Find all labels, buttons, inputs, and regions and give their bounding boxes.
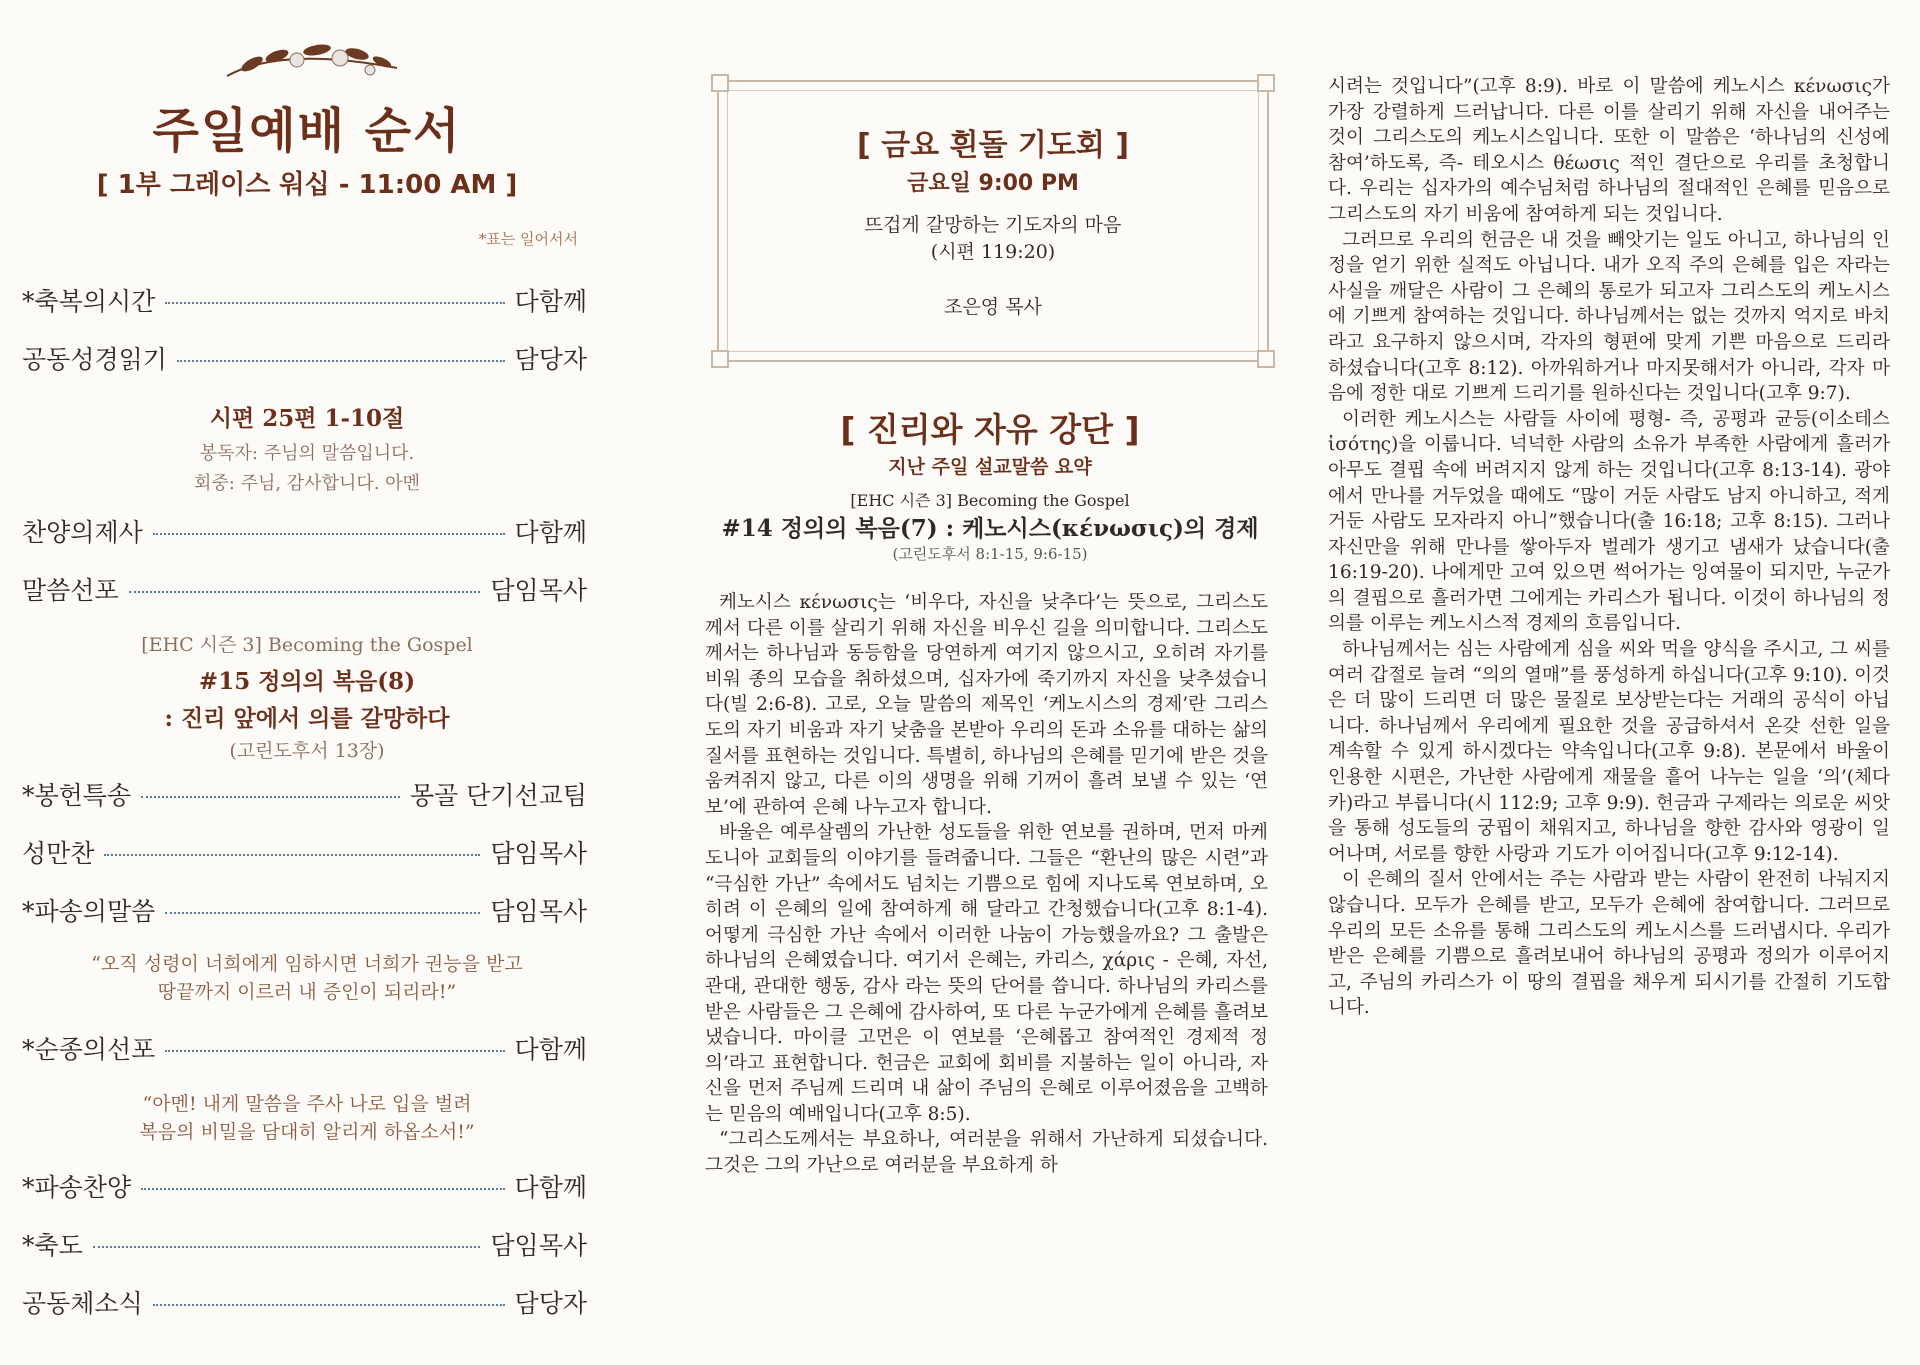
reading-reader-line: 봉독자: 주님의 말씀입니다. [199, 443, 415, 464]
order-item-name: *봉헌특송 [22, 781, 132, 810]
dot-leader [165, 302, 504, 304]
prayer-theme-block [719, 212, 1267, 266]
dot-leader [129, 591, 481, 593]
order-item-leader: 담당자 [514, 345, 587, 374]
order-item-name: *축복의시간 [22, 287, 156, 316]
frame-corner [1257, 350, 1275, 368]
dot-leader [104, 854, 480, 856]
reading-block [22, 400, 592, 495]
order-item-name: 공동성경읽기 [22, 345, 167, 374]
lecture-subtitle: 지난 주일 설교말씀 요약 [888, 456, 1092, 478]
sermon-block [22, 630, 592, 763]
prayer-leader: 조은영 목사 [944, 296, 1042, 318]
order-item-name: 공동체소식 [22, 1289, 143, 1318]
lecture-sermon-title: #14 정의의 복음(7) : 케노시스(κένωσις)의 경제 [721, 515, 1259, 542]
frame-corner [1257, 74, 1275, 92]
declaration-line: 복음의 비밀을 담대히 알리게 하옵소서!” [139, 1121, 475, 1143]
dot-leader [141, 1188, 504, 1190]
summary-paragraph: 바울은 예루살렘의 가난한 성도들을 위한 연보를 권하며, 먼저 마케도니아 교회들의 이야기를 들려줍니다. 그들은 “환난의 많은 시련”과 “극심한 가난” 속에서도 넘치는 기쁨으로 힘에 지나도록 연보하며, 오히려 이 은혜의 일에 참여하게 해 달라고 간청했습니다(고후 8:1-4). 어떻게 극심한 가난 속에서 이러한 나눔이 가능했을까요? 그 출발은 하나님의 은혜였습니다. 여기서 은혜는, 카리스, χάρις - 은혜, 자선, 관대, 관대한 행동, 감사 라는 뜻의 단어를 씁니다. 하나님의 카리스를 받은 사람들은 그 은혜에 감사하여, 또 다른 누군가에게 은혜를 흘려보냈습니다. 마이클 고먼은 이 연보를 ‘은혜롭고 참여적인 경제적 정의’라고 표현합니다. 헌금은 교회에 회비를 지불하는 일이 아니라, 자신을 먼저 주님께 드리며 내 삶이 주님의 은혜로 이루어졌음을 고백하는 믿음의 예배입니다(고후 8:5). [705, 822, 1268, 1125]
order-item-name: 말씀선포 [22, 576, 119, 605]
page-title: 주일예배 순서 [152, 103, 462, 159]
standing-note: *표는 일어서서 [478, 230, 578, 248]
reading-passage: 시편 25편 1-10절 [209, 405, 405, 432]
order-item-leader: 다함께 [514, 287, 587, 316]
order-item [22, 892, 587, 928]
declaration-line: “아멘! 내게 말씀을 주사 나로 입을 벌려 [142, 1093, 472, 1115]
order-item-name: 성만찬 [22, 839, 95, 868]
order-item-leader: 다함께 [514, 518, 587, 547]
summary-paragraph: 하나님께서는 심는 사람에게 심을 씨와 먹을 양식을 주시고, 그 씨를 여러 갑절로 늘려 “의의 열매”를 풍성하게 하십니다(고후 9:10). 이것은 더 많이 드리면 더 많은 물질로 보상받는다는 거래의 공식이 아닙니다. 하나님께서 우리에게 필요한 것을 공급하셔서 온갖 선한 일을 계속할 수 있게 하시겠다는 약속입니다(고후 9:8). 본문에서 바울이 인용한 시편은, 가난한 사람에게 재물을 흩어 나누는 일을 ‘의’(체다카)라고 부릅니다(시 112:9; 고후 9:9). 헌금과 구제라는 의로운 씨앗을 통해 성도들의 궁핍이 채워지고, 하나님을 향한 감사와 영광이 일어나며, 서로를 향한 사랑과 기도가 이어집니다(고후 9:12-14). [1328, 639, 1890, 865]
dot-leader [141, 796, 400, 798]
sermon-summary-continued [1328, 74, 1890, 1021]
sermon-text: (고린도후서 13장) [229, 740, 385, 762]
order-item [22, 340, 587, 376]
order-item [22, 571, 587, 607]
service-subtitle: [ 1부 그레이스 워십 - 11:00 AM ] [96, 170, 518, 200]
order-item [22, 1226, 587, 1262]
sermon-title: #15 정의의 복음(8) [198, 668, 416, 695]
dot-leader [93, 1246, 481, 1248]
summary-paragraph: 이러한 케노시스는 사람들 사이에 평형- 즉, 공평과 균등(이소테스 ἰσότης)을 이룹니다. 넉넉한 사람의 소유가 부족한 사람에게 흘러가 아무도 결핍 속에 버려지지 않게 하는 것입니다(고후 8:13-14). 광야에서 만나를 거두었을 때에도 “많이 거둔 사람도 남지 아니하고, 적게 거둔 사람도 모자라지 아니”했습니다(출 16:18; 고후 8:15). 그러나 자신만을 위해 만나를 쌓아두자 벌레가 생기고 냄새가 났습니다(출 16:19-20). 나에게만 고여 있으면 썩어가는 잉여물이 되지만, 누군가의 결핍으로 흘러가면 그에게는 카리스가 됩니다. 이것이 하나님의 정의를 이루는 케노시스적 경제의 흐름입니다. [1328, 408, 1890, 635]
summary-paragraph: 시려는 것입니다”(고후 8:9). 바로 이 말씀에 케노시스 κένωσις가 가장 강렬하게 드러납니다. 다른 이를 살리기 위해 자신을 내어주는 것이 그리스도의 케노시스입니다. 또한 이 말씀은 ‘하나님의 신성에 참여’하도록, 즉- 테오시스 θέωσις 적인 결단으로 우리를 초청합니다. 우리는 십자가의 예수님처럼 하나님의 절대적인 은혜를 믿음으로 그리스도의 자기 비움에 참여하게 되는 것입니다. [1328, 76, 1890, 225]
order-item [22, 1284, 587, 1320]
order-item-leader: 담임목사 [490, 897, 587, 926]
frame-corner [711, 74, 729, 92]
dot-leader [165, 1050, 504, 1052]
prayer-time: 금요일 9:00 PM [907, 171, 1079, 196]
reading-congregation-line: 회중: 주님, 감사합니다. 아멘 [194, 473, 420, 494]
lecture-series: [EHC 시즌 3] Becoming the Gospel [850, 491, 1130, 510]
sermon-subtitle: : 진리 앞에서 의를 갈망하다 [164, 705, 450, 732]
sermon-series: [EHC 시즌 3] Becoming the Gospel [141, 634, 473, 656]
lecture-title: [ 진리와 자유 강단 ] [840, 410, 1140, 449]
order-item [22, 1030, 587, 1066]
order-item-name: *파송찬양 [22, 1173, 132, 1202]
order-item-leader: 담당자 [514, 1289, 587, 1318]
order-item-name: *파송의말씀 [22, 897, 156, 926]
floral-ornament-icon [222, 36, 402, 88]
order-item-leader: 담임목사 [490, 839, 587, 868]
order-item [22, 513, 587, 549]
order-item-name: 찬양의제사 [22, 518, 143, 547]
order-item [22, 282, 587, 318]
summary-paragraph: 그러므로 우리의 헌금은 내 것을 빼앗기는 일도 아니고, 하나님의 인정을 얻기 위한 실적도 아닙니다. 내가 오직 주의 은혜를 입은 자라는 사실을 깨달은 사람이 그 은혜의 통로가 되고자 그리스도의 케노시스에 기쁘게 참여하는 것입니다. 하나님께서는 없는 것까지 억지로 바치라고 요구하지 않으시며, 각자의 형편에 맞게 기쁜 마음으로 드리라 하셨습니다(고후 8:12). 아까워하거나 마지못해서가 아니라, 각자 마음에 정한 대로 기쁘게 드리기를 원하신다는 것입니다(고후 9:7). [1328, 229, 1890, 405]
prayer-title: [ 금요 흰돌 기도회 ] [856, 128, 1130, 163]
dot-leader [177, 360, 505, 362]
declaration-verse [22, 1090, 592, 1146]
sending-verse-line: 땅끝까지 이르러 내 증인이 되리라!” [157, 981, 457, 1003]
summary-paragraph: 이 은혜의 질서 안에서는 주는 사람과 받는 사람이 완전히 나눠지지 않습니다. 모두가 은혜를 받고, 모두가 은혜에 참여합니다. 그러므로 우리의 모든 소유를 통해 그리스도의 케노시스를 드러냅시다. 우리가 받은 은혜를 기쁨으로 흘려보내어 하나님의 공평과 정의가 이루어지고, 주님의 카리스가 이 땅의 결핍을 채우게 되시기를 간절히 기도합니다. [1328, 869, 1890, 1019]
order-item-name: *축도 [22, 1231, 83, 1260]
lecture-ref: (고린도후서 8:1-15, 9:6-15) [892, 545, 1088, 563]
order-item [22, 834, 587, 870]
order-item-leader: 담임목사 [490, 576, 587, 605]
order-item-leader: 다함께 [514, 1035, 587, 1064]
sermon-summary-text [705, 590, 1268, 1179]
prayer-theme: 뜨겁게 갈망하는 기도자의 마음 [864, 214, 1122, 236]
frame-corner [711, 350, 729, 368]
order-item-leader: 몽골 단기선교팀 [410, 781, 587, 810]
dot-leader [165, 912, 480, 914]
dot-leader [153, 533, 505, 535]
summary-paragraph: 케노시스 κένωσις는 ‘비우다, 자신을 낮추다’는 뜻으로, 그리스도께서 다른 이를 살리기 위해 자신을 비우신 길을 의미합니다. 그리스도께서는 하나님과 동등함을 당연하게 여기지 않으시고, 오히려 자기를 비워 종의 모습을 취하셨으며, 십자가에 죽기까지 자신을 낮추셨습니다(빌 2:6-8). 고로, 오늘 말씀의 제목인 ‘케노시스의 경제’란 그리스도의 자기 비움과 자기 낮춤을 본받아 우리의 돈과 소유를 대하는 삶의 질서를 표현하는 것입니다. 특별히, 하나님의 은혜를 믿기에 받은 것을 움켜쥐지 않고, 다른 이의 생명을 위해 기꺼이 흘려 보낼 수 있는 ‘연보’에 관하여 은혜 나누고자 합니다. [705, 592, 1268, 818]
summary-paragraph: “그리스도께서는 부요하나, 여러분을 위해서 가난하게 되셨습니다. 그것은 그의 가난으로 여러분을 부요하게 하 [705, 1129, 1268, 1177]
prayer-meeting-box [717, 80, 1269, 362]
prayer-ref: (시편 119:20) [930, 241, 1056, 263]
sending-verse [22, 950, 592, 1006]
order-item-leader: 다함께 [514, 1173, 587, 1202]
order-item-name: *순종의선포 [22, 1035, 156, 1064]
sending-verse-line: “오직 성령이 너희에게 임하시면 너희가 권능을 받고 [91, 953, 523, 975]
order-item-leader: 담임목사 [490, 1231, 587, 1260]
order-item [22, 776, 587, 812]
dot-leader [153, 1304, 505, 1306]
order-item [22, 1168, 587, 1204]
